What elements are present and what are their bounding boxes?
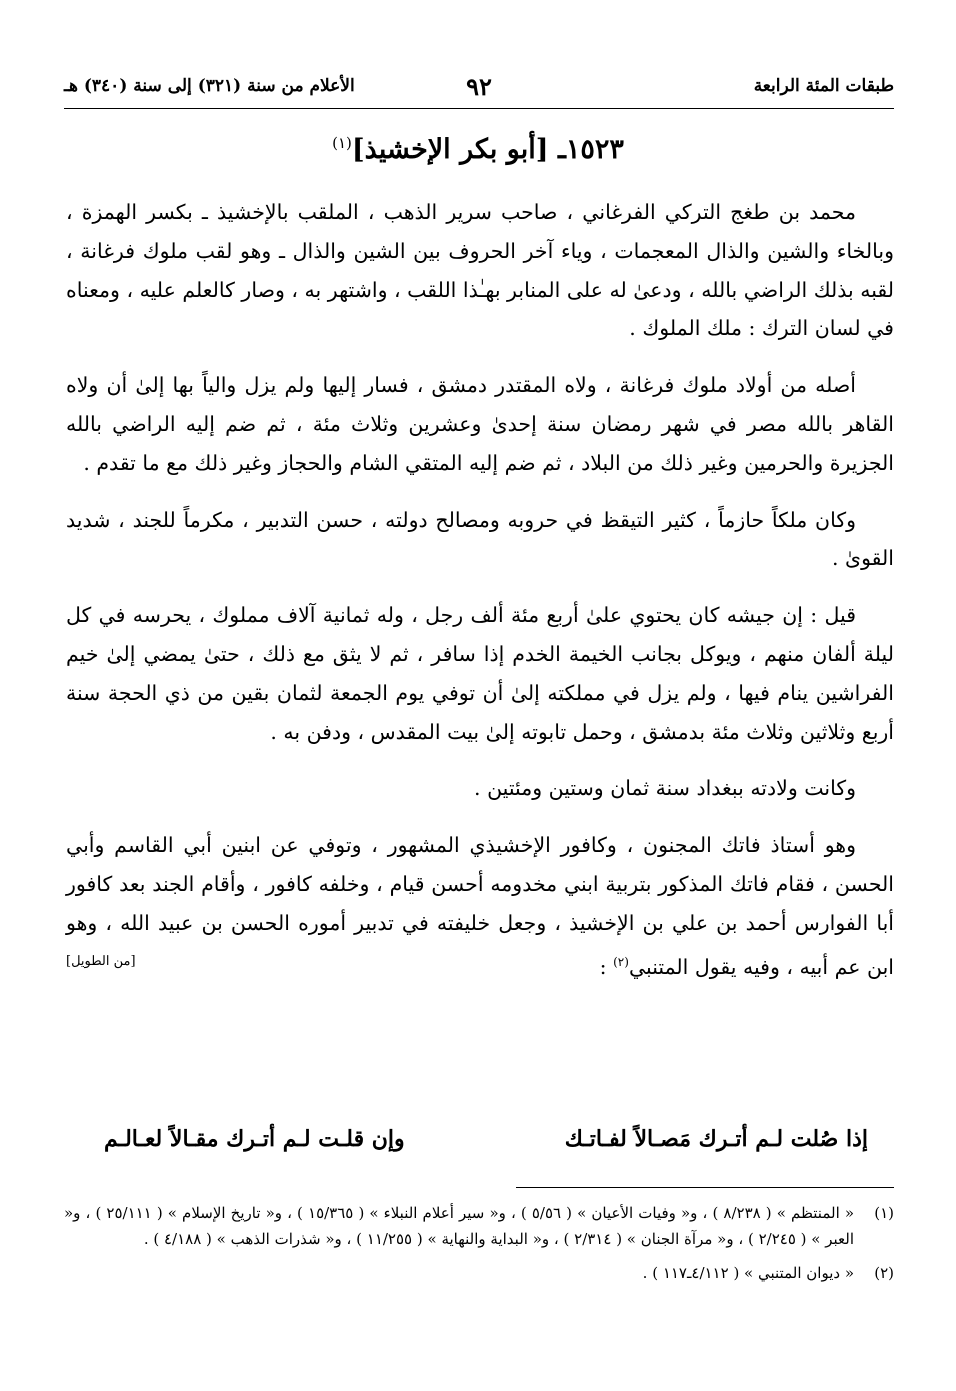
running-header: [64, 72, 894, 100]
footnote-item: [64, 1260, 894, 1286]
footnote-text: « المنتظم » ( ٨/٢٣٨ ) ، و« وفيات الأعيان » ( ٥/٥٦ ) ، و« سير أعلام النبلاء » ( ١٥/٣٦٥ ) ، و« تاريخ الإسلام » ( ٢٥/١١١ ) ، و« العبر » ( ٢/٢٤٥ ) ، و« مرآة الجنان » ( ٢/٣١٤ ) ، و« البداية والنهاية » ( ١١/٢٥٥ ) ، و« شذرات الذهب » ( ٤/١٨٨ ) .: [64, 1204, 855, 1248]
page-number: ٩٢: [466, 71, 492, 101]
header-rule: [64, 108, 894, 109]
footnote-rule: [516, 1187, 894, 1188]
entry-title: [0, 134, 956, 165]
footnotes: [64, 1200, 894, 1286]
paragraph: محمد بن طغج التركي الفرغاني ، صاحب سرير الذهب ، الملقب بالإخشيذ ـ بكسر الهمزة ، وبالخاء والشين والذال المعجمات ، وياء آخر الحروف بين الشين والذال ـ وهو لقب ملوك فرغانة ، لقبه بذلك الراضي بالله ، ودعىٰ له على المنابر بهـٰذا اللقب ، واشتهر به ، وصار كالعلم عليه ، ومعناه في لسان الترك : ملك الملوك .: [66, 200, 894, 341]
footnote-number: (٢): [874, 1264, 894, 1282]
paragraph: وكانت ولادته ببغداد سنة ثمان وستين ومئتين .: [474, 776, 856, 801]
verse-second-hemistich: وإن قلـت لـم أتـرك مقـالاً لعـالـم: [104, 1126, 405, 1152]
paragraph: وكان ملكاً حازماً ، كثير التيقظ في حروبه ومصالح دولته ، حسن التدبير ، مكرماً للجند ، شديد القوىٰ .: [66, 507, 894, 571]
verse-first-hemistich: إذا صُلت لـم أتـرك مَصـالاً لفـاتـك: [564, 1126, 868, 1152]
footnote-item: [64, 1200, 894, 1252]
meter-label: [من الطويل]: [66, 953, 136, 969]
paragraph: أصله من أولاد ملوك فرغانة ، ولاه المقتدر دمشق ، فسار إليها ولم يزل والياً بها إلىٰ أن ولاه القاهر بالله مصر في شهر رمضان سنة إحدىٰ وعشرين وثلاث مئة ، ثم ضم إليه الراضي بالله الجزيرة والحرمين وغير ذلك من البلاد ، ثم ضم إليه المتقي الشام والحجاز وغير ذلك مع ما تقدم .: [66, 373, 894, 475]
paragraph: قيل : إن جيشه كان يحتوي علىٰ أربع مئة ألف رجل ، وله ثمانية آلاف مملوك ، يحرسه في كل ليلة ألفان منهم ، ويوكل بجانب الخيمة الخدم إذا سافر ، ثم لا يثق مع ذلك ، حتىٰ يمضي إلىٰ خيم الفراشين ينام فيها ، ولم يزل في مملكته إلىٰ أن توفي يوم الجمعة لثمان بقين من ذي الحجة سنة أربع وثلاثين وثلاث مئة بدمشق ، وحمل تابوته إلىٰ بيت المقدس ، ودفن به .: [66, 603, 894, 744]
header-date-range: الأعلام من سنة (٣٢١) إلى سنة (٣٤٠) هـ: [64, 76, 355, 96]
paragraph: [66, 826, 894, 986]
paragraph-text: وهو أستاذ فاتك المجنون ، وكافور الإخشيذي المشهور ، وتوفي عن ابنين أبي القاسم وأبي الحسن ، فقام فاتك المذكور بتربية ابني مخدومه أحسن قيام ، وخلفه كافور ، وأقام الجند بعد كافور أبا الفوارس أحمد بن علي بن الإخشيذ ، وجعل خليفته في تدبير أموره الحسن بن عبيد الله ، وهو ابن عم أبيه ، وفيه يقول المتنبي: [66, 833, 894, 979]
title-footnote-ref: (١): [332, 134, 352, 152]
entry-title-text: ١٥٢٣ـ [أبو بكر الإخشيذ]: [351, 134, 624, 165]
footnote-ref: (٢): [613, 954, 629, 969]
header-section-title: طبقات المئة الرابعة: [753, 76, 894, 96]
paragraph-colon: :: [599, 954, 614, 979]
body-text: [66, 193, 894, 986]
footnote-number: (١): [874, 1204, 894, 1222]
footnote-text: « ديوان المتنبي » ( ٤/١١٢ـ١١٧ ) .: [642, 1264, 854, 1282]
poetry-verse: [104, 1126, 868, 1152]
